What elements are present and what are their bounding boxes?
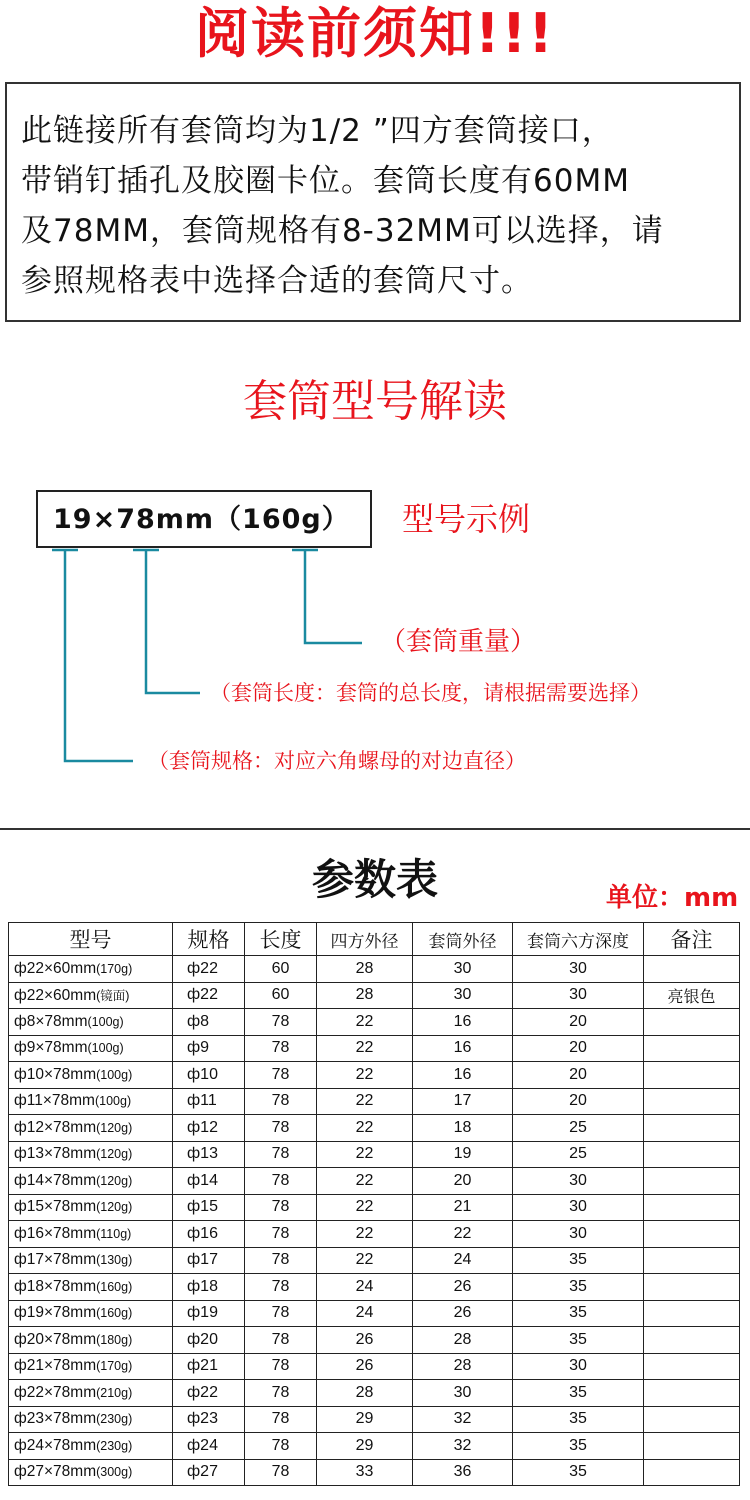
- cell-spec: ф12: [173, 1115, 245, 1142]
- model-code: ф15×78mm: [14, 1198, 97, 1216]
- annotation-spec: （套筒规格：对应六角螺母的对边直径）: [148, 749, 526, 773]
- cell-note: [644, 1168, 740, 1195]
- cell-socket-od: 17: [413, 1088, 513, 1115]
- col-header-square-od: 四方外径: [317, 923, 413, 956]
- cell-square-od: 22: [317, 1115, 413, 1142]
- table-row: [9, 1168, 740, 1195]
- cell-square-od: 26: [317, 1353, 413, 1380]
- model-weight: (120g): [96, 1147, 133, 1162]
- model-weight: (100g): [87, 1014, 124, 1029]
- cell-model: [9, 1088, 173, 1115]
- cell-note: [644, 956, 740, 983]
- model-weight: (210g): [96, 1385, 133, 1400]
- cell-note: [644, 1088, 740, 1115]
- cell-square-od: 33: [317, 1459, 413, 1486]
- cell-model: [9, 1035, 173, 1062]
- model-code: ф13×78mm: [14, 1145, 97, 1163]
- cell-hex-depth: 30: [513, 1353, 644, 1380]
- cell-note: [644, 1221, 740, 1248]
- notice-text: 此链接所有套筒均为1/2 ”四方套筒接口， 带销钉插孔及胶圈卡位。套筒长度有60MM 及78MM，套筒规格有8-32MM可以选择，请 参照规格表中选择合适的套筒尺寸。: [5, 82, 741, 322]
- cell-spec: ф23: [173, 1406, 245, 1433]
- cell-hex-depth: 35: [513, 1380, 644, 1407]
- cell-square-od: 22: [317, 1221, 413, 1248]
- table-row: [9, 1009, 740, 1036]
- table-row: [9, 1459, 740, 1486]
- table-row: [9, 1062, 740, 1089]
- cell-model: [9, 1062, 173, 1089]
- model-code: ф20×78mm: [14, 1330, 97, 1348]
- cell-hex-depth: 35: [513, 1433, 644, 1460]
- cell-spec: ф27: [173, 1459, 245, 1486]
- cell-square-od: 22: [317, 1141, 413, 1168]
- cell-length: 78: [245, 1247, 317, 1274]
- cell-hex-depth: 30: [513, 982, 644, 1009]
- cell-note: [644, 1353, 740, 1380]
- cell-socket-od: 28: [413, 1353, 513, 1380]
- cell-hex-depth: 30: [513, 1221, 644, 1248]
- cell-socket-od: 30: [413, 1380, 513, 1407]
- cell-hex-depth: 35: [513, 1247, 644, 1274]
- model-weight: (120g): [96, 1200, 133, 1215]
- cell-length: 78: [245, 1327, 317, 1354]
- cell-square-od: 28: [317, 1380, 413, 1407]
- cell-length: 78: [245, 1088, 317, 1115]
- table-row: [9, 956, 740, 983]
- cell-model: [9, 1353, 173, 1380]
- col-header-note: 备注: [644, 923, 740, 956]
- model-code: ф12×78mm: [14, 1118, 97, 1136]
- cell-socket-od: 20: [413, 1168, 513, 1195]
- cell-socket-od: 22: [413, 1221, 513, 1248]
- cell-length: 78: [245, 1380, 317, 1407]
- model-code: ф9×78mm: [14, 1039, 88, 1057]
- params-title: 参数表: [311, 855, 438, 904]
- cell-socket-od: 16: [413, 1062, 513, 1089]
- leader-length: [133, 550, 200, 693]
- cell-hex-depth: 25: [513, 1141, 644, 1168]
- table-row: [9, 1035, 740, 1062]
- cell-note: 亮银色: [644, 982, 740, 1009]
- model-weight: (110g): [96, 1226, 132, 1241]
- cell-square-od: 22: [317, 1088, 413, 1115]
- cell-model: [9, 1274, 173, 1301]
- model-code: ф19×78mm: [14, 1304, 97, 1322]
- model-code: ф21×78mm: [14, 1357, 97, 1375]
- example-model-label: 型号示例: [402, 500, 531, 538]
- cell-model: [9, 1194, 173, 1221]
- model-code: ф16×78mm: [14, 1224, 97, 1242]
- table-row: [9, 1141, 740, 1168]
- model-weight: (160g): [96, 1279, 133, 1294]
- cell-length: 78: [245, 1115, 317, 1142]
- table-row: [9, 1088, 740, 1115]
- model-weight: (120g): [96, 1173, 133, 1188]
- col-header-model: 型号: [9, 923, 173, 956]
- cell-socket-od: 19: [413, 1141, 513, 1168]
- model-code: ф8×78mm: [14, 1012, 88, 1030]
- cell-length: 60: [245, 982, 317, 1009]
- model-weight: (130g): [96, 1253, 133, 1268]
- annotation-length: （套筒长度：套筒的总长度，请根据需要选择）: [210, 681, 651, 705]
- cell-note: [644, 1380, 740, 1407]
- cell-length: 78: [245, 1300, 317, 1327]
- cell-hex-depth: 30: [513, 1194, 644, 1221]
- cell-length: 78: [245, 1221, 317, 1248]
- cell-socket-od: 28: [413, 1327, 513, 1354]
- cell-length: 78: [245, 1168, 317, 1195]
- cell-length: 78: [245, 1274, 317, 1301]
- spec-table-body: [9, 956, 740, 1486]
- col-header-length: 长度: [245, 923, 317, 956]
- cell-note: [644, 1433, 740, 1460]
- cell-spec: ф22: [173, 982, 245, 1009]
- cell-model: [9, 1141, 173, 1168]
- model-code: ф22×60mm: [14, 959, 97, 977]
- model-code: ф11×78mm: [14, 1092, 95, 1110]
- cell-hex-depth: 20: [513, 1035, 644, 1062]
- cell-square-od: 22: [317, 1009, 413, 1036]
- table-row: [9, 1327, 740, 1354]
- cell-spec: ф10: [173, 1062, 245, 1089]
- cell-model: [9, 1459, 173, 1486]
- col-header-hex-depth: 套筒六方深度: [513, 923, 644, 956]
- cell-square-od: 28: [317, 982, 413, 1009]
- cell-model: [9, 1300, 173, 1327]
- cell-spec: ф17: [173, 1247, 245, 1274]
- model-code: ф24×78mm: [14, 1436, 97, 1454]
- section-divider: [0, 828, 750, 830]
- model-weight: (230g): [96, 1438, 133, 1453]
- cell-square-od: 22: [317, 1062, 413, 1089]
- cell-hex-depth: 20: [513, 1062, 644, 1089]
- table-header-row: [9, 923, 740, 956]
- cell-spec: ф20: [173, 1327, 245, 1354]
- cell-hex-depth: 35: [513, 1274, 644, 1301]
- table-row: [9, 1433, 740, 1460]
- cell-spec: ф15: [173, 1194, 245, 1221]
- cell-spec: ф22: [173, 956, 245, 983]
- cell-socket-od: 26: [413, 1300, 513, 1327]
- model-weight: (180g): [96, 1332, 133, 1347]
- cell-socket-od: 24: [413, 1247, 513, 1274]
- model-code: ф17×78mm: [14, 1251, 97, 1269]
- cell-model: [9, 1247, 173, 1274]
- cell-spec: ф19: [173, 1300, 245, 1327]
- cell-square-od: 22: [317, 1168, 413, 1195]
- table-row: [9, 1353, 740, 1380]
- cell-socket-od: 32: [413, 1406, 513, 1433]
- unit-label: 单位：mm: [606, 883, 739, 913]
- cell-hex-depth: 25: [513, 1115, 644, 1142]
- model-weight: (300g): [96, 1465, 133, 1480]
- cell-square-od: 22: [317, 1035, 413, 1062]
- cell-model: [9, 956, 173, 983]
- cell-note: [644, 1274, 740, 1301]
- cell-note: [644, 1035, 740, 1062]
- table-row: [9, 1247, 740, 1274]
- annotation-weight: （套筒重量）: [380, 627, 537, 657]
- cell-length: 78: [245, 1406, 317, 1433]
- cell-square-od: 22: [317, 1247, 413, 1274]
- table-row: [9, 1274, 740, 1301]
- cell-spec: ф9: [173, 1035, 245, 1062]
- cell-model: [9, 1380, 173, 1407]
- cell-hex-depth: 20: [513, 1009, 644, 1036]
- cell-spec: ф11: [173, 1088, 245, 1115]
- table-row: [9, 1406, 740, 1433]
- cell-model: [9, 1168, 173, 1195]
- model-weight: (170g): [96, 1359, 133, 1374]
- cell-square-od: 29: [317, 1433, 413, 1460]
- col-header-spec: 规格: [173, 923, 245, 956]
- model-code: ф23×78mm: [14, 1410, 97, 1428]
- cell-spec: ф8: [173, 1009, 245, 1036]
- notice-title: 阅读前须知!!!: [195, 2, 555, 65]
- cell-length: 78: [245, 1035, 317, 1062]
- cell-length: 78: [245, 1009, 317, 1036]
- cell-hex-depth: 20: [513, 1088, 644, 1115]
- cell-model: [9, 1009, 173, 1036]
- cell-model: [9, 1406, 173, 1433]
- table-row: [9, 982, 740, 1009]
- cell-spec: ф13: [173, 1141, 245, 1168]
- cell-socket-od: 36: [413, 1459, 513, 1486]
- cell-socket-od: 30: [413, 956, 513, 983]
- model-weight: (100g): [96, 1067, 133, 1082]
- model-code: ф27×78mm: [14, 1463, 97, 1481]
- spec-table: [8, 922, 740, 1486]
- cell-model: [9, 1221, 173, 1248]
- cell-note: [644, 1300, 740, 1327]
- cell-spec: ф16: [173, 1221, 245, 1248]
- model-weight: (100g): [94, 1094, 132, 1109]
- col-header-socket-od: 套筒外径: [413, 923, 513, 956]
- cell-socket-od: 30: [413, 982, 513, 1009]
- cell-note: [644, 1062, 740, 1089]
- leader-spec: [52, 550, 133, 761]
- table-row: [9, 1194, 740, 1221]
- cell-spec: ф18: [173, 1274, 245, 1301]
- cell-socket-od: 18: [413, 1115, 513, 1142]
- model-code: ф10×78mm: [14, 1065, 97, 1083]
- cell-spec: ф24: [173, 1433, 245, 1460]
- cell-note: [644, 1327, 740, 1354]
- cell-spec: ф22: [173, 1380, 245, 1407]
- example-model-box: 19×78mm（160g）: [36, 490, 372, 548]
- cell-model: [9, 982, 173, 1009]
- model-weight: (120g): [96, 1120, 133, 1135]
- cell-square-od: 26: [317, 1327, 413, 1354]
- cell-model: [9, 1433, 173, 1460]
- model-weight: (镜面): [96, 988, 130, 1003]
- table-row: [9, 1300, 740, 1327]
- cell-note: [644, 1406, 740, 1433]
- model-weight: (230g): [96, 1412, 133, 1427]
- cell-hex-depth: 30: [513, 1168, 644, 1195]
- cell-hex-depth: 35: [513, 1406, 644, 1433]
- cell-note: [644, 1247, 740, 1274]
- cell-length: 78: [245, 1194, 317, 1221]
- model-code: ф22×78mm: [14, 1383, 97, 1401]
- model-weight: (160g): [96, 1306, 133, 1321]
- table-row: [9, 1221, 740, 1248]
- leader-weight: [292, 550, 362, 643]
- table-row: [9, 1380, 740, 1407]
- cell-model: [9, 1327, 173, 1354]
- cell-hex-depth: 30: [513, 956, 644, 983]
- cell-length: 78: [245, 1433, 317, 1460]
- cell-note: [644, 1194, 740, 1221]
- cell-square-od: 22: [317, 1194, 413, 1221]
- cell-length: 78: [245, 1062, 317, 1089]
- cell-length: 78: [245, 1353, 317, 1380]
- cell-length: 78: [245, 1459, 317, 1486]
- cell-socket-od: 32: [413, 1433, 513, 1460]
- cell-socket-od: 16: [413, 1035, 513, 1062]
- cell-socket-od: 21: [413, 1194, 513, 1221]
- cell-note: [644, 1115, 740, 1142]
- cell-model: [9, 1115, 173, 1142]
- cell-length: 60: [245, 956, 317, 983]
- cell-note: [644, 1141, 740, 1168]
- cell-spec: ф14: [173, 1168, 245, 1195]
- model-code: ф18×78mm: [14, 1277, 97, 1295]
- model-weight: (170g): [96, 961, 133, 976]
- model-code: ф22×60mm: [14, 986, 97, 1004]
- cell-hex-depth: 35: [513, 1459, 644, 1486]
- cell-socket-od: 16: [413, 1009, 513, 1036]
- cell-note: [644, 1009, 740, 1036]
- cell-spec: ф21: [173, 1353, 245, 1380]
- model-weight: (100g): [87, 1041, 124, 1056]
- cell-square-od: 24: [317, 1300, 413, 1327]
- cell-length: 78: [245, 1141, 317, 1168]
- leader-lines-group: [52, 550, 362, 761]
- cell-hex-depth: 35: [513, 1327, 644, 1354]
- cell-socket-od: 26: [413, 1274, 513, 1301]
- cell-hex-depth: 35: [513, 1300, 644, 1327]
- cell-square-od: 24: [317, 1274, 413, 1301]
- model-section-title: 套筒型号解读: [243, 376, 507, 427]
- cell-square-od: 29: [317, 1406, 413, 1433]
- cell-note: [644, 1459, 740, 1486]
- cell-square-od: 28: [317, 956, 413, 983]
- model-code: ф14×78mm: [14, 1171, 97, 1189]
- table-row: [9, 1115, 740, 1142]
